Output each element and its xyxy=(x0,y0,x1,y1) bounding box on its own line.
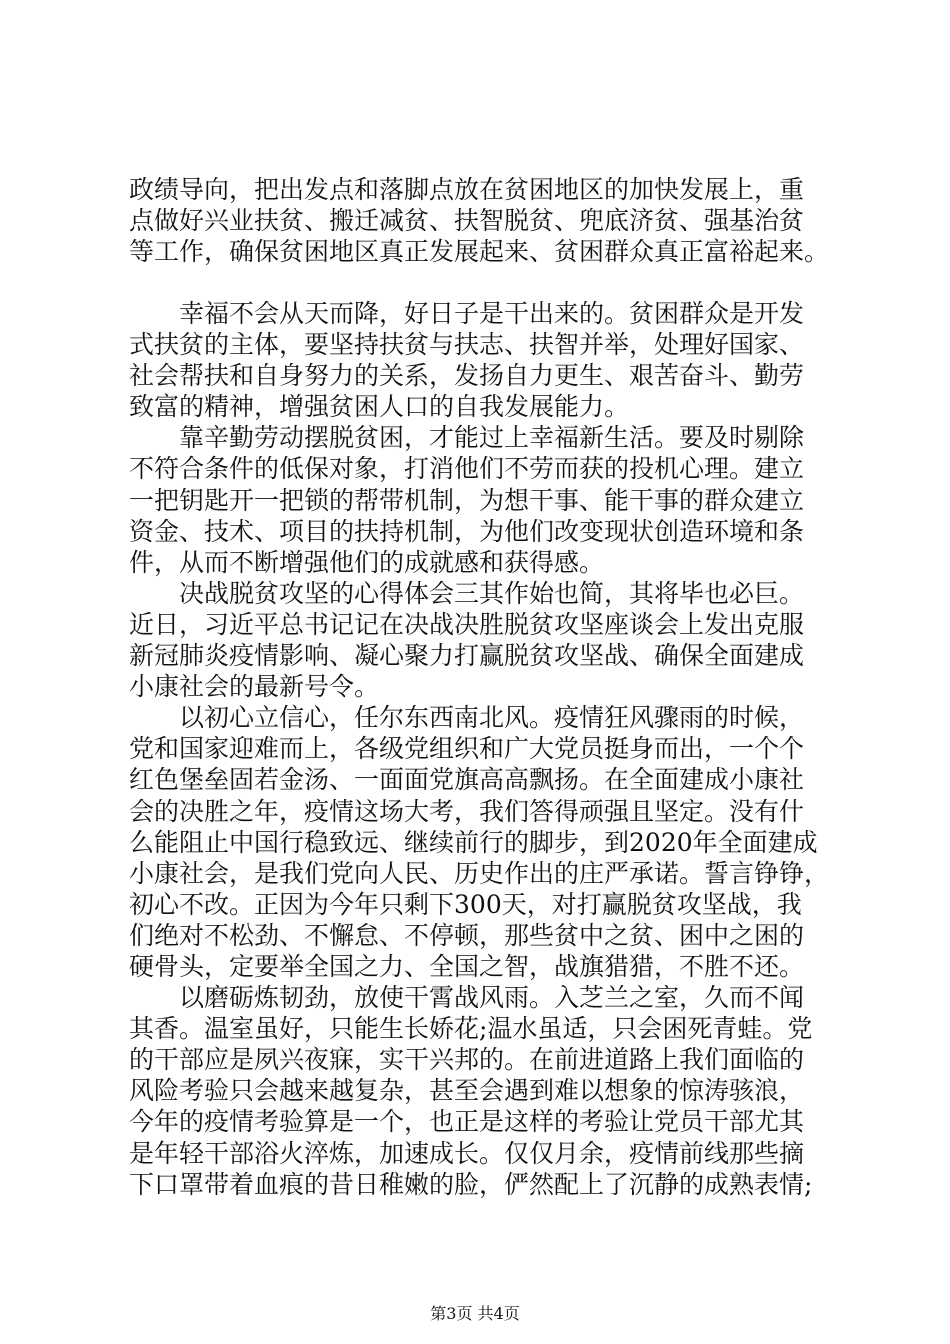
text-line: 初心不改。正因为今年只剩下300天，对打赢脱贫攻坚战，我 xyxy=(129,889,802,919)
text-line: 式扶贫的主体，要坚持扶贫与扶志、扶智并举，处理好国家、 xyxy=(129,330,805,360)
text-line: 致富的精神，增强贫困人口的自我发展能力。 xyxy=(129,392,630,422)
paragraph-block-2 xyxy=(129,298,829,1200)
text-line: 点做好兴业扶贫、搬迁减贫、扶智脱贫、兜底济贫、强基治贫 xyxy=(129,206,805,236)
text-line: 们绝对不松劲、不懈怠、不停顿，那些贫中之贫、困中之困的 xyxy=(129,920,805,950)
text-line: 靠辛勤劳动摆脱贫困，才能过上幸福新生活。要及时剔除 xyxy=(129,423,805,453)
text-line: 不符合条件的低保对象，打消他们不劳而获的投机心理。建立 xyxy=(129,454,805,484)
text-line: 近日，习近平总书记记在决战决胜脱贫攻坚座谈会上发出克服 xyxy=(129,609,805,639)
text-line: 以磨砺炼韧劲，放使干霄战风雨。入芝兰之室，久而不闻 xyxy=(129,983,805,1013)
text-line: 下口罩带着血痕的昔日稚嫩的脸，俨然配上了沉静的成熟表情; xyxy=(129,1169,813,1199)
text-line: 小康社会，是我们党向人民、历史作出的庄严承诺。誓言铮铮， xyxy=(129,858,830,888)
text-line: 其香。温室虽好，只能生长娇花;温水虽适，只会困死青蛙。党 xyxy=(129,1014,813,1044)
text-line: 新冠肺炎疫情影响、凝心聚力打赢脱贫攻坚战、确保全面建成 xyxy=(129,641,805,671)
text-line: 硬骨头，定要举全国之力、全国之智，战旗猎猎，不胜不还。 xyxy=(129,951,805,981)
text-line: 社会帮扶和自身努力的关系，发扬自力更生、艰苦奋斗、勤劳 xyxy=(129,361,805,391)
text-line: 风险考验只会越来越复杂，甚至会遇到难以想象的惊涛骇浪， xyxy=(129,1076,805,1106)
page-footer: 第3页 共4页 xyxy=(430,1304,520,1323)
text-line: 资金、技术、项目的扶持机制，为他们改变现状创造环境和条 xyxy=(129,516,805,546)
text-line: 今年的疫情考验算是一个，也正是这样的考验让党员干部尤其 xyxy=(129,1107,805,1137)
paragraph-block-1 xyxy=(129,174,829,267)
text-line: 红色堡垒固若金汤、一面面党旗高高飘扬。在全面建成小康社 xyxy=(129,765,805,795)
text-line: 幸福不会从天而降，好日子是干出来的。贫困群众是开发 xyxy=(129,299,805,328)
text-line: 等工作，确保贫困地区真正发展起来、贫困群众真正富裕起来。 xyxy=(129,237,830,267)
text-line: 党和国家迎难而上，各级党组织和广大党员挺身而出，一个个 xyxy=(129,734,805,764)
text-line: 件，从而不断增强他们的成就感和获得感。 xyxy=(129,547,605,577)
text-line: 的干部应是夙兴夜寐，实干兴邦的。在前进道路上我们面临的 xyxy=(129,1045,805,1075)
text-line: 小康社会的最新号令。 xyxy=(129,672,380,702)
text-line: 以初心立信心，任尔东西南北风。疫情狂风骤雨的时候， xyxy=(129,703,805,733)
text-line: 决战脱贫攻坚的心得体会三其作始也简，其将毕也必巨。 xyxy=(129,578,805,608)
text-line: 一把钥匙开一把锁的帮带机制，为想干事、能干事的群众建立 xyxy=(129,485,805,515)
text-line: 会的决胜之年，疫情这场大考，我们答得顽强且坚定。没有什 xyxy=(129,796,805,826)
text-line: 政绩导向，把出发点和落脚点放在贫困地区的加快发展上，重 xyxy=(129,175,805,204)
text-line: 么能阻止中国行稳致远、继续前行的脚步，到2020年全面建成 xyxy=(129,827,818,857)
text-line: 是年轻干部浴火淬炼，加速成长。仅仅月余，疫情前线那些摘 xyxy=(129,1138,805,1168)
